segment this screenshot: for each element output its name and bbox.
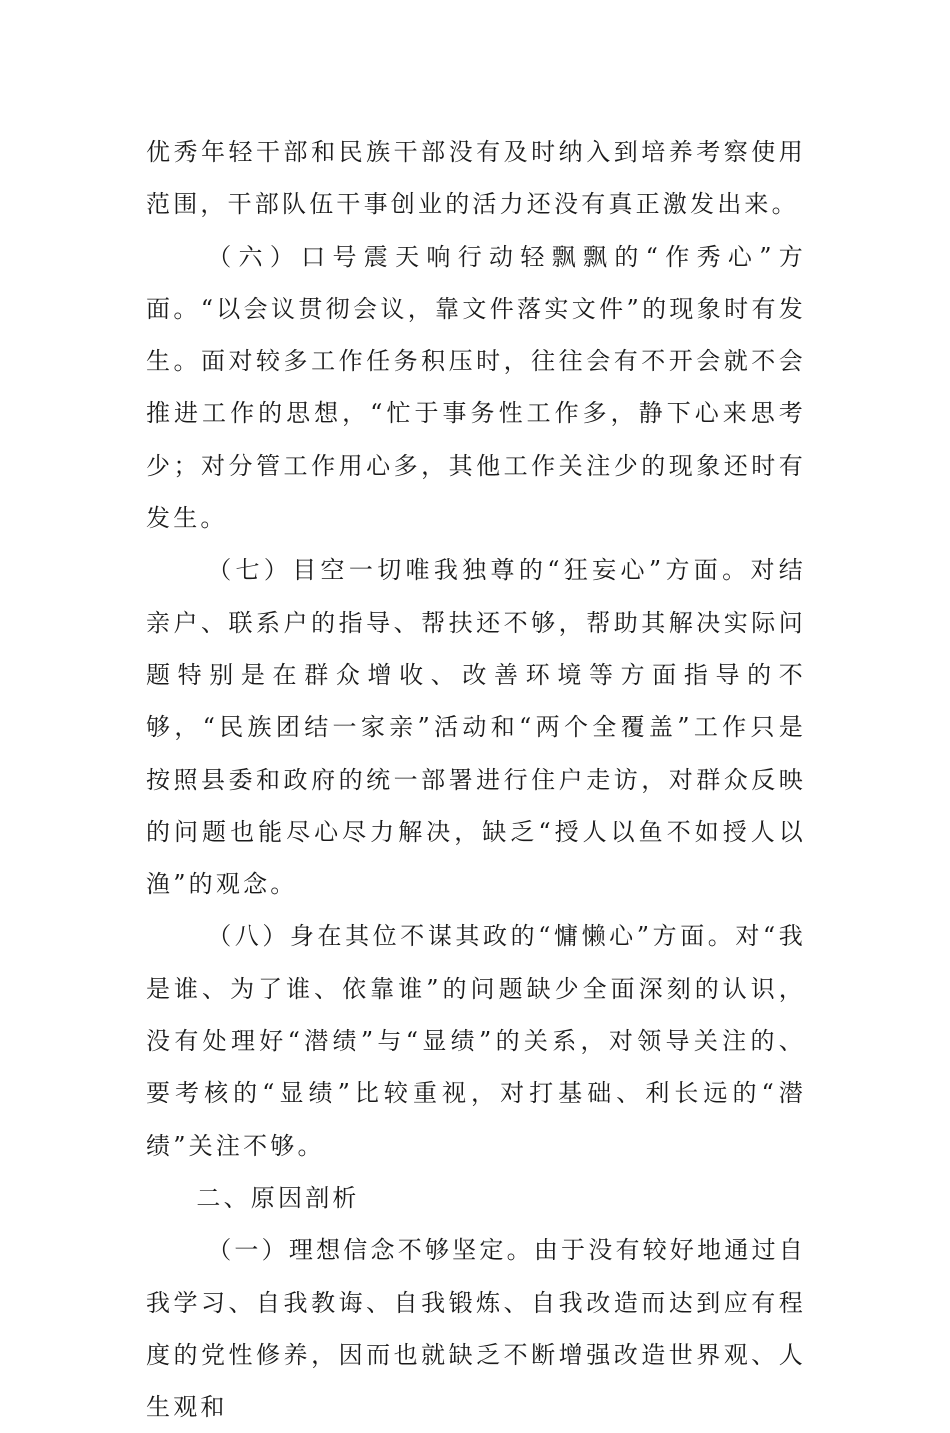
paragraph-item-6: （六）口号震天响行动轻飘飘的“作秀心”方面。“以会议贯彻会议，靠文件落实文件”的现象时有发生。面对较多工作任务积压时，往往会有不开会就不会推进工作的思想，“忙于事务性工作多，静下心来思考少；对分管工作用心多，其他工作关注少的现象还时有发生。 [146, 242, 806, 533]
section-heading-cause-analysis: 二、原因剖析 [196, 1183, 360, 1212]
paragraph-item-7: （七）目空一切唯我独尊的“狂妄心”方面。对结亲户、联系户的指导、帮扶还不够，帮助其解决实际问题特别是在群众增收、改善环境等方面指导的不够，“民族团结一家亲”活动和“两个全覆盖”工作只是按照县委和政府的统一部署进行住户走访，对群众反映的问题也能尽心尽力解决，缺乏“授人以鱼不如授人以渔”的观念。 [146, 556, 806, 899]
paragraph-cause-1: （一）理想信念不够坚定。由于没有较好地通过自我学习、自我教诲、自我锻炼、自我改造而达到应有程度的党性修养，因而也就缺乏不断增强改造世界观、人生观和 [146, 1236, 806, 1422]
paragraph-item-8: （八）身在其位不谋其政的“慵懒心”方面。对“我是谁、为了谁、依靠谁”的问题缺少全面深刻的认识，没有处理好“潜绩”与“显绩”的关系，对领导关注的、要考核的“显绩”比较重视，对打基础、利长远的“潜绩”关注不够。 [146, 922, 806, 1160]
document-body [146, 126, 806, 1433]
paragraph-continuation: 优秀年轻干部和民族干部没有及时纳入到培养考察使用范围，干部队伍干事创业的活力还没有真正激发出来。 [146, 138, 806, 219]
